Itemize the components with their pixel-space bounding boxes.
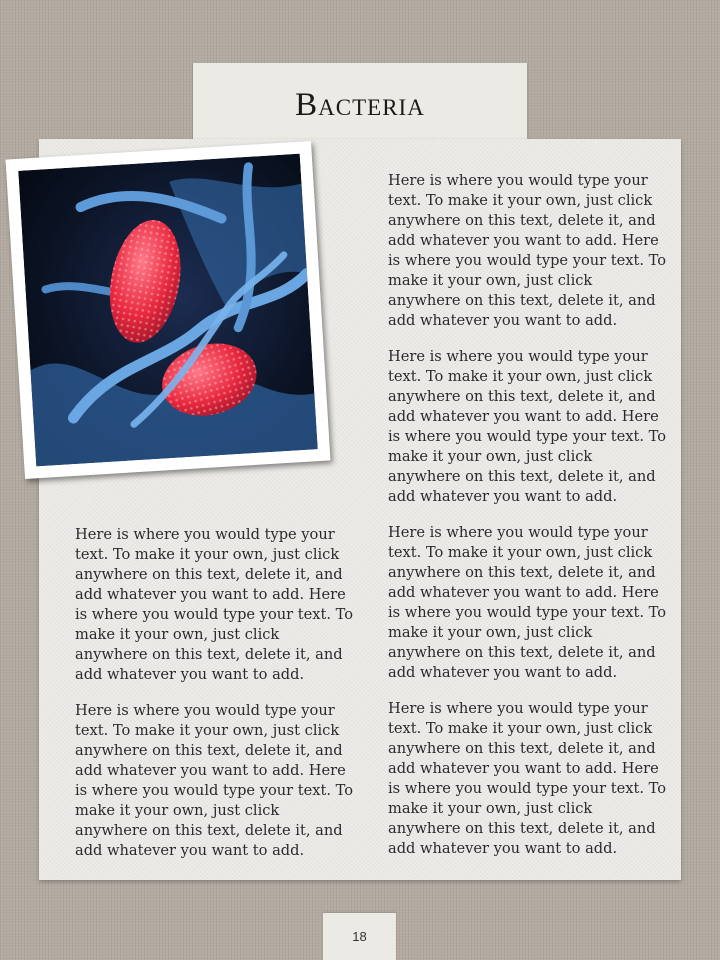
body-paragraph[interactable]: Here is where you would type your text. To make it your own, just click anywhere on this text, delete it, and add whatever you want to add. Here is where you would type your text. To make it your own, just click anywhere on this text, delete it, and add whatever you want to add.: [75, 702, 354, 859]
page-number: 18: [352, 929, 367, 944]
title-card: [193, 63, 527, 139]
body-paragraph[interactable]: Here is where you would type your text. To make it your own, just click anywhere on this text, delete it, and add whatever you want to add. Here is where you would type your text. To make it your own, just click anywhere on this text, delete it, and add whatever you want to add.: [388, 524, 667, 681]
right-text-column: [388, 171, 668, 875]
page-title[interactable]: Bacteria: [295, 86, 425, 123]
body-paragraph[interactable]: Here is where you would type your text. To make it your own, just click anywhere on this text, delete it, and add whatever you want to add. Here is where you would type your text. To make it your own, just click anywhere on this text, delete it, and add whatever you want to add.: [388, 700, 667, 857]
body-paragraph[interactable]: Here is where you would type your text. To make it your own, just click anywhere on this text, delete it, and add whatever you want to add. Here is where you would type your text. To make it your own, just click anywhere on this text, delete it, and add whatever you want to add.: [388, 348, 667, 505]
left-text-column: [75, 525, 355, 877]
body-paragraph[interactable]: Here is where you would type your text. To make it your own, just click anywhere on this text, delete it, and add whatever you want to add. Here is where you would type your text. To make it your own, just click anywhere on this text, delete it, and add whatever you want to add.: [75, 526, 354, 683]
page-number-tab: [323, 913, 396, 960]
bacteria-micrograph-image: [18, 154, 318, 467]
photo-frame[interactable]: [6, 141, 331, 479]
body-paragraph[interactable]: Here is where you would type your text. To make it your own, just click anywhere on this text, delete it, and add whatever you want to add. Here is where you would type your text. To make it your own, just click anywhere on this text, delete it, and add whatever you want to add.: [388, 172, 667, 329]
